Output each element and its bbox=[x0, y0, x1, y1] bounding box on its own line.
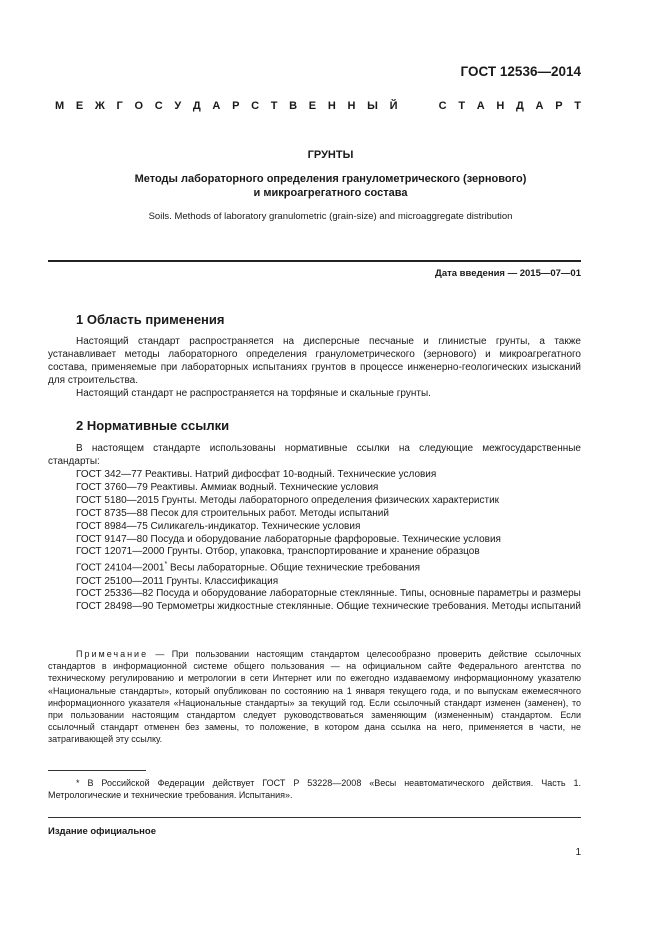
note bbox=[48, 648, 581, 746]
banner-letter: А bbox=[535, 100, 544, 112]
banner-letter: А bbox=[476, 100, 485, 112]
banner-letter: О bbox=[134, 100, 144, 112]
reference-item: ГОСТ 12071—2000 Грунты. Отбор, упаковка, транспортирование и хранение образцов bbox=[76, 546, 480, 558]
banner-letter: Ы bbox=[367, 100, 378, 112]
banner-letter: Т bbox=[458, 100, 466, 112]
banner-letter: У bbox=[174, 100, 182, 112]
banner-letter: Р bbox=[232, 100, 240, 112]
page-number: 1 bbox=[575, 847, 581, 858]
banner-letter: Т bbox=[574, 100, 581, 112]
document-number: ГОСТ 12536—2014 bbox=[460, 64, 581, 79]
note-label: Примечание bbox=[76, 649, 149, 659]
footnote-marker: * bbox=[164, 561, 168, 569]
interstate-standard-banner bbox=[55, 100, 581, 112]
intro-date: Дата введения — 2015—07—01 bbox=[435, 268, 581, 279]
banner-letter: Н bbox=[496, 100, 505, 112]
english-title: Soils. Methods of laboratory granulometric (grain-size) and microaggregate distribution bbox=[148, 211, 513, 222]
reference-item: ГОСТ 3760—79 Реактивы. Аммиак водный. Технические условия bbox=[76, 481, 379, 493]
section-2-heading: 2 Нормативные ссылки bbox=[76, 418, 230, 433]
banner-letter: Е bbox=[308, 100, 317, 112]
subtitle-line: и микроагрегатного состава bbox=[253, 187, 408, 199]
banner-letter: В bbox=[289, 100, 298, 112]
reference-item: ГОСТ 5180—2015 Грунты. Методы лабораторного определения физических характеристик bbox=[76, 494, 500, 506]
banner-letter: Т bbox=[270, 100, 278, 112]
banner-letter: Й bbox=[389, 100, 398, 112]
reference-item: ГОСТ 25100—2011 Грунты. Классификация bbox=[76, 575, 279, 587]
footnote: * В Российской Федерации действует ГОСТ Р 53228—2008 «Весы неавтоматического действия. Часть 1. Метрологические и технические требования. Испытания». bbox=[48, 778, 581, 801]
banner-letter: А bbox=[212, 100, 221, 112]
document-title: ГРУНТЫ bbox=[307, 149, 354, 161]
reference-item: ГОСТ 9147—80 Посуда и оборудование лабораторные фарфоровые. Технические условия bbox=[76, 533, 501, 545]
footer-divider bbox=[48, 817, 581, 818]
banner-letter: Ж bbox=[94, 100, 105, 112]
banner-letter: Е bbox=[75, 100, 84, 112]
reference-item: ГОСТ 28498—90 Термометры жидкостные стеклянные. Общие технические требования. Методы испытаний bbox=[76, 601, 581, 613]
section-1-paragraph: Настоящий стандарт не распространяется на торфяные и скальные грунты. bbox=[76, 388, 431, 399]
subtitle-line: Методы лабораторного определения гранулометрического (зернового) bbox=[134, 173, 527, 185]
banner-letter bbox=[409, 100, 412, 112]
reference-item: ГОСТ 8735—88 Песок для строительных работ. Методы испытаний bbox=[76, 507, 389, 519]
banner-letter: С bbox=[154, 100, 163, 112]
note-text: — При пользовании настоящим стандартом целесообразно проверить действие ссылочных стандартов в информационной системе общего пользования — на официальном сайте Федерального агентства по техническому регулированию и метрологии в сети Интернет или по ежегодно издаваемому информационному указателю «Национальные стандарты», который опубликован по состоянию на 1 января текущего года, и по выпускам ежемесячного информационного указателя «Национальные стандарты» за текущий год. Если ссылочный стандарт изменен (заменен), то при пользовании настоящим стандартом следует руководствоваться заменяющим (измененным) стандартом. Если ссылочный стандарт отменен без замены, то положение, в котором дана ссылка на него, применяется в части, не затрагивающей эту ссылку. bbox=[48, 649, 581, 745]
reference-item: ГОСТ 8984—75 Силикагель-индикатор. Технические условия bbox=[76, 520, 361, 532]
references-list bbox=[0, 469, 661, 614]
banner-letter: Д bbox=[516, 100, 524, 112]
section-1-heading: 1 Область применения bbox=[76, 312, 225, 327]
banner-letter: М bbox=[55, 100, 65, 112]
banner-letter: С bbox=[251, 100, 260, 112]
reference-title: Весы лабораторные. Общие технические требования bbox=[167, 562, 421, 574]
document-subtitle bbox=[0, 172, 661, 200]
banner-letter bbox=[424, 100, 427, 112]
section-2-intro: В настоящем стандарте использованы нормативные ссылки на следующие межгосударственные стандарты: bbox=[48, 443, 581, 467]
reference-item: ГОСТ 342—77 Реактивы. Натрий дифосфат 10-водный. Технические условия bbox=[76, 469, 437, 480]
section-1-paragraph: Настоящий стандарт распространяется на дисперсные песчаные и глинистые грунты, а также устанавливает методы лабораторного определения гранулометрического (зернового) и микроагрегатного состава, применяемые при лабораторных испытаниях грунтов в процессе инженерно-геологических изысканий для строительства. bbox=[48, 336, 581, 386]
reference-code: ГОСТ 24104—2001 bbox=[76, 562, 165, 574]
banner-letter: Н bbox=[347, 100, 356, 112]
official-edition-label: Издание официальное bbox=[48, 826, 156, 837]
footnote-divider bbox=[48, 770, 146, 771]
reference-item bbox=[48, 559, 581, 575]
banner-letter: С bbox=[438, 100, 447, 112]
banner-letter: Р bbox=[555, 100, 563, 112]
banner-letter: Г bbox=[116, 100, 123, 112]
header-divider bbox=[48, 260, 581, 262]
banner-letter: Д bbox=[192, 100, 201, 112]
banner-letter: Н bbox=[327, 100, 336, 112]
reference-item: ГОСТ 25336—82 Посуда и оборудование лабораторные стеклянные. Типы, основные параметры и размеры bbox=[76, 588, 581, 600]
